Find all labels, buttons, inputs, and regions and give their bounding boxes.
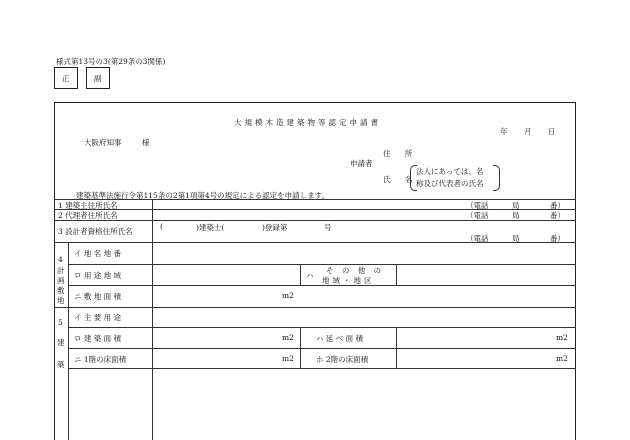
row3-phone-office: 局 — [512, 234, 520, 243]
row2-phone-prefix: （電話 — [466, 211, 489, 220]
row3-phone-prefix: （電話 — [466, 234, 489, 243]
site-area-unit: m2 — [282, 291, 294, 300]
name-label: 氏 名 — [383, 175, 419, 184]
application-statement: 建築基準法施行令第115条の2第1項第4号の規定による認定を申請します。 — [76, 191, 330, 200]
corp-note-line2: 称及び代表者の氏名 — [416, 179, 484, 188]
other-zone-line2: 地域・地区 — [322, 276, 375, 285]
lot-address-label: イ 地 名 地 番 — [74, 249, 122, 258]
addressee: 大阪府知事 — [84, 138, 122, 147]
architect-paren-open: ( — [160, 222, 163, 231]
other-zone-kana: ハ — [306, 271, 314, 280]
building-area-unit: m2 — [282, 333, 294, 342]
form-number: 様式第13号の3(第29条の3関係) — [56, 57, 166, 66]
section5-label: 建築 — [57, 338, 65, 369]
date-year-label: 年 — [500, 127, 508, 136]
other-zone-line1: そ の 他 の — [326, 266, 385, 275]
row2-label: 2 代理者住所氏名 — [58, 211, 118, 220]
row3-label: 3 設計者資格住所氏名 — [58, 227, 133, 236]
duplicate-label: 副 — [94, 74, 102, 83]
section5-number: 5 — [58, 318, 63, 327]
second-floor-area-unit: m2 — [556, 354, 568, 363]
row3-phone-suffix: 番） — [550, 234, 565, 243]
row2-phone-suffix: 番） — [550, 211, 565, 220]
row1-phone-prefix: （電話 — [466, 201, 489, 210]
date-day-label: 日 — [548, 127, 556, 136]
right-bracket — [493, 165, 500, 191]
row1-phone-office: 局 — [512, 201, 520, 210]
section4-label: 計画敷地 — [57, 266, 65, 305]
building-area-label: ロ 建 築 面 積 — [74, 334, 122, 343]
first-floor-area-label: ニ 1階の床面積 — [74, 355, 127, 364]
duplicate-copy-tab — [86, 67, 110, 89]
row1-phone-suffix: 番） — [550, 201, 565, 210]
applicant-label: 申請者 — [350, 159, 373, 168]
address-label: 住 所 — [383, 149, 419, 158]
honorific: 様 — [142, 138, 150, 147]
site-area-label: ニ 敷 地 面 積 — [74, 292, 122, 301]
architect-registration: )登録第 — [262, 223, 288, 232]
section4-number: 4 — [58, 255, 63, 264]
original-copy-tab — [54, 67, 78, 89]
form-title: 大規模木造建築物等認定申請書 — [234, 118, 381, 127]
architect-number: 号 — [324, 223, 332, 232]
original-label: 正 — [62, 74, 70, 83]
total-floor-area-unit: m2 — [556, 333, 568, 342]
row1-label: 1 建築主住所氏名 — [58, 201, 118, 210]
corp-note-line1: 法人にあっては、名 — [416, 167, 484, 176]
first-floor-area-unit: m2 — [282, 354, 294, 363]
row2-phone-office: 局 — [512, 211, 520, 220]
total-floor-area-label: ハ 延 べ 面 積 — [316, 334, 364, 343]
second-floor-area-label: ホ 2階の床面積 — [316, 355, 369, 364]
main-use-label: イ 主 要 用 途 — [74, 313, 122, 322]
application-form — [54, 102, 576, 440]
architect-class: )建築士( — [196, 223, 225, 232]
date-month-label: 月 — [524, 127, 532, 136]
zoning-label: ロ 用 途 地 域 — [74, 271, 122, 280]
